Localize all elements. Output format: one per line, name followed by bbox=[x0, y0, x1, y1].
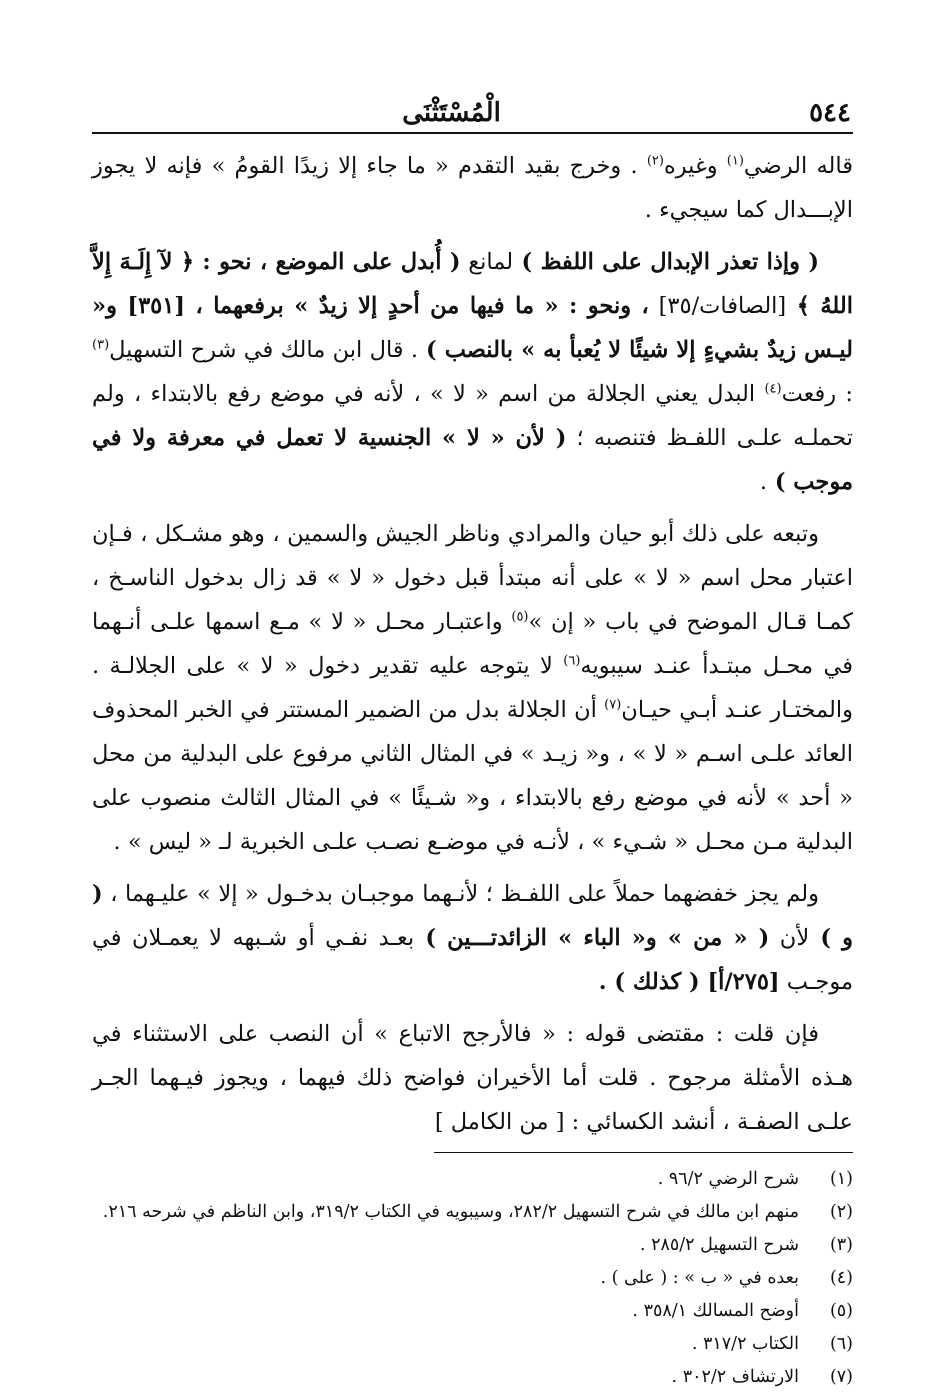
text-run: : رفعت bbox=[781, 381, 853, 407]
text-run: قاله الرضي bbox=[743, 153, 853, 179]
footnote-separator bbox=[434, 1152, 853, 1153]
bold-text-run: ( و ) bbox=[92, 881, 854, 951]
footnote-text: شرح الرضي ٩٦/٢ . bbox=[657, 1169, 799, 1189]
bold-text-run: ( وإذا تعذر الإبدال على اللفظ ) bbox=[513, 249, 820, 275]
footnote-ref: (١) bbox=[726, 153, 744, 169]
main-text bbox=[92, 144, 853, 1144]
footnote bbox=[92, 1361, 853, 1394]
text-run: ولم يجز خفضهما حملاً على اللفـظ ؛ لأنـهما موجبـان بدخـول « إلا » عليـهما ، bbox=[102, 881, 819, 907]
text-run: وغيره bbox=[663, 153, 727, 179]
footnote bbox=[92, 1163, 853, 1196]
footnote-ref: (٥) bbox=[511, 609, 529, 625]
footnote-number: (٤) bbox=[829, 1268, 853, 1288]
text-run: لأن bbox=[769, 925, 810, 951]
bold-text-run: ، ونحو : « ما فيها من أحدٍ إلا زيدٌ » برفعهما ، [٣٥١] و« ليـس زيدٌ بشيءٍ إلا شيئًا لا يُعبأ به » بالنصب ) bbox=[92, 293, 854, 363]
running-title: الْمُسْتَثْنَى bbox=[402, 98, 501, 128]
text-run: . وخرج بقيد التقدم « ما جاء إلا زيدًا القومُ » فإنه لا يجوز الإبـــدال كما سيجيء . bbox=[92, 153, 853, 223]
text-run: [الصافات/٣٥] bbox=[648, 293, 787, 319]
footnote-text: شرح التسهيل ٢٨٥/٢ . bbox=[639, 1235, 799, 1255]
page-number: ٥٤٤ bbox=[809, 98, 851, 128]
footnote bbox=[92, 1262, 853, 1295]
footnote bbox=[92, 1295, 853, 1328]
bold-text-run: [٢٧٥/أ] ( كذلك ) . bbox=[598, 969, 780, 995]
footnote bbox=[92, 1328, 853, 1361]
footnote-text: أوضح المسالك ٣٥٨/١ . bbox=[632, 1301, 799, 1321]
footnote bbox=[92, 1229, 853, 1262]
page-header bbox=[92, 92, 853, 134]
text-run: . bbox=[759, 469, 767, 495]
footnote-number: (٧) bbox=[829, 1367, 853, 1387]
paragraph bbox=[92, 1012, 853, 1144]
text-run: لمانع bbox=[460, 249, 514, 275]
footnotes bbox=[92, 1163, 853, 1394]
footnote-ref: (٦) bbox=[563, 653, 581, 669]
footnote-number: (٥) bbox=[829, 1301, 853, 1321]
footnote-text: الكتاب ٣١٧/٢ . bbox=[691, 1334, 799, 1354]
bold-text-run: ( لأن « لا » الجنسية لا تعمل في معرفة ولا في موجب ) bbox=[92, 425, 853, 495]
paragraph bbox=[92, 872, 853, 1004]
footnote bbox=[92, 1196, 853, 1229]
text-run: أن الجلالة بدل من الضمير المستتر في الخبر المحذوف العائد علـى اسـم « لا » ، و« زيـد » في المثال الثاني مرفوع على البدلية من محل « أحد » لأنه في موضع رفع بالابتداء ، و« شـيئًا » في المثال الثالث منصوب على البدلية مـن محـل « شـيء » ، لأنـه في موضـع نصـب علـى الخبرية لـ « ليس » . bbox=[92, 697, 853, 855]
footnote-number: (٢) bbox=[829, 1202, 853, 1222]
text-run: بعـد نفـي أو شـبهه لا يعمـلان في موجـب bbox=[92, 925, 853, 995]
footnote-text: بعده في « ب » : ( على ) . bbox=[600, 1268, 799, 1288]
footnote-text: الارتشاف ٣٠٢/٢ . bbox=[671, 1367, 799, 1387]
text-run: وتبعه على ذلك أبو حيان والمرادي وناظر الجيش والسمين ، وهو مشـكل ، فـإن اعتبار محل اسم « لا » على أنه مبتدأ قبل دخول « لا » قد زال بدخول الناسـخ ، كمـا قـال الموضح في باب « إن » bbox=[92, 521, 854, 635]
footnote-number: (١) bbox=[829, 1169, 853, 1189]
paragraph bbox=[92, 512, 853, 864]
bold-text-run: ( « من » و« الباء » الزائدتـــين ) bbox=[414, 925, 770, 951]
footnote-ref: (٧) bbox=[604, 697, 622, 713]
text-run: واعتبـار محـل « لا » مـع اسمها علـى أنـهما في محـل مبتـدأ عنـد سيبويه bbox=[92, 609, 853, 679]
paragraph bbox=[92, 144, 853, 232]
footnote-ref: (٢) bbox=[646, 153, 664, 169]
text-run: فإن قلت : مقتضى قوله : « فالأرجح الاتباع » أن النصب على الاستثناء في هـذه الأمثلة مرجوح . قلت أما الأخيران فواضح ذلك فيهما ، ويجوز فيـهما الجـر علـى الصفـة ، أنشد الكسائي : [ من الكامل ] bbox=[92, 1021, 853, 1135]
footnote-ref: (٣) bbox=[92, 337, 110, 353]
text-run: . قال ابن مالك في شرح التسهيل bbox=[109, 337, 419, 363]
bold-text-run: ( أُبدل على الموضع ، نحو : ﴿ لآ إِلَـهَ إِلاَّ اللهُ ﴾ bbox=[92, 249, 853, 319]
paragraph bbox=[92, 240, 853, 504]
footnote-text: منهم ابن مالك في شرح التسهيل ٢٨٢/٢، وسيبويه في الكتاب ٣١٩/٢، وابن الناظم في شرحه ٢١٦. bbox=[102, 1202, 799, 1222]
footnote-number: (٣) bbox=[829, 1235, 853, 1255]
text-run: لا يتوجه عليه تقدير دخول « لا » على الجلالـة . والمختـار عنـد أبـي حيـان bbox=[92, 653, 853, 723]
footnote-ref: (٤) bbox=[764, 381, 782, 397]
footnote-number: (٦) bbox=[829, 1334, 853, 1354]
text-run: البدل يعني الجلالة من اسم « لا » ، لأنه في موضع رفع بالابتداء ، ولم تحملـه علـى اللفـظ فتنصبه ؛ bbox=[92, 381, 853, 451]
